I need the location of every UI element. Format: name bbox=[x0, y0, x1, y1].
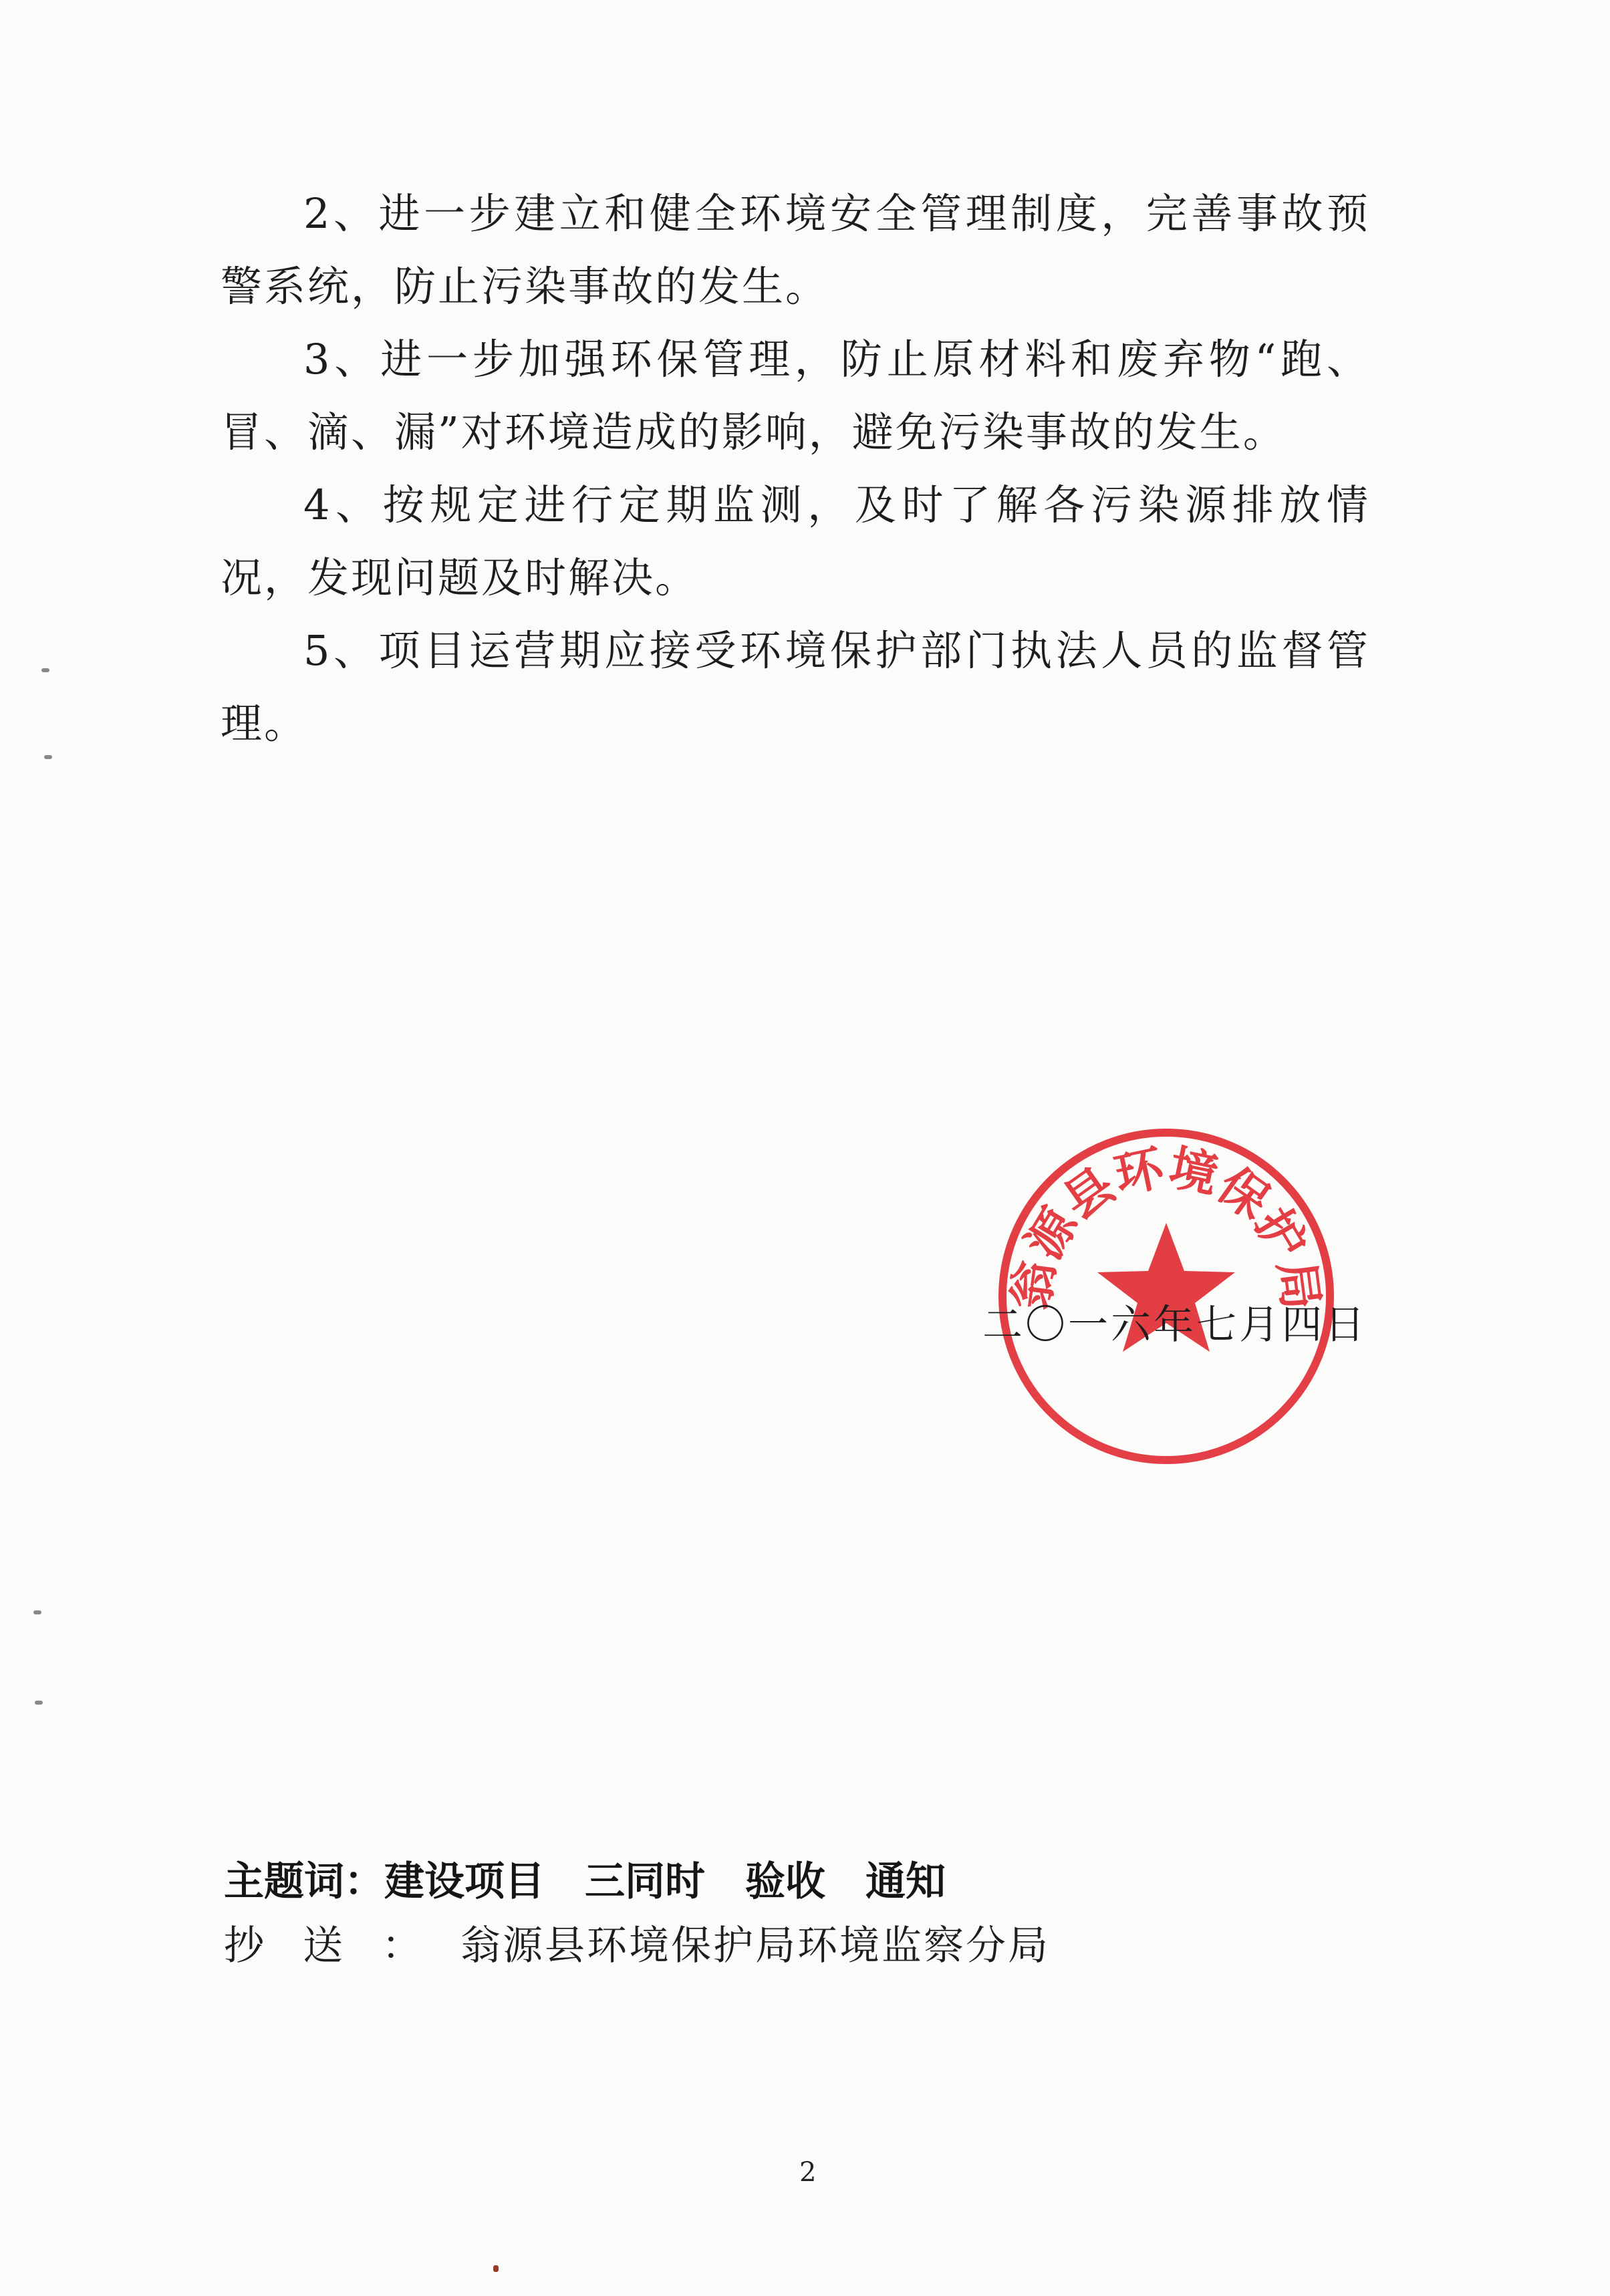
paragraph-5: 5、项目运营期应接受环境保护部门执法人员的监督管理。 bbox=[221, 626, 1370, 748]
cc-label: 抄送： bbox=[224, 1922, 460, 1969]
scan-mark bbox=[35, 1701, 43, 1705]
keywords-label: 主题词： bbox=[224, 1858, 384, 1905]
keyword-4: 通知 bbox=[865, 1858, 946, 1905]
cc-value: 翁源县环境保护局环境监察分局 bbox=[460, 1922, 1050, 1969]
cc-line bbox=[224, 1914, 1050, 1971]
page-number: 2 bbox=[799, 2157, 817, 2188]
seal-text: 翁源县环境保护局 bbox=[1002, 1139, 1330, 1313]
keyword-2: 三同时 bbox=[585, 1858, 705, 1905]
keyword-1: 建设项目 bbox=[384, 1858, 545, 1905]
signature-date: 二〇一六年七月四日 bbox=[982, 1302, 1367, 1348]
paragraph-3: 3、进一步加强环保管理，防止原材料和废弃物“跑、冒、滴、漏”对环境造成的影响，避免污染事故的发生。 bbox=[221, 335, 1370, 456]
scan-mark bbox=[41, 668, 49, 672]
keyword-3: 验收 bbox=[745, 1858, 825, 1905]
scan-mark bbox=[493, 2265, 499, 2272]
scan-mark bbox=[44, 755, 52, 759]
scan-mark bbox=[33, 1610, 41, 1614]
body-text bbox=[221, 177, 1370, 760]
paragraph-2: 2、进一步建立和健全环境安全管理制度，完善事故预警系统，防止污染事故的发生。 bbox=[221, 189, 1370, 311]
paragraph-4: 4、按规定进行定期监测，及时了解各污染源排放情况，发现问题及时解决。 bbox=[221, 480, 1370, 602]
keywords-line bbox=[224, 1850, 986, 1907]
